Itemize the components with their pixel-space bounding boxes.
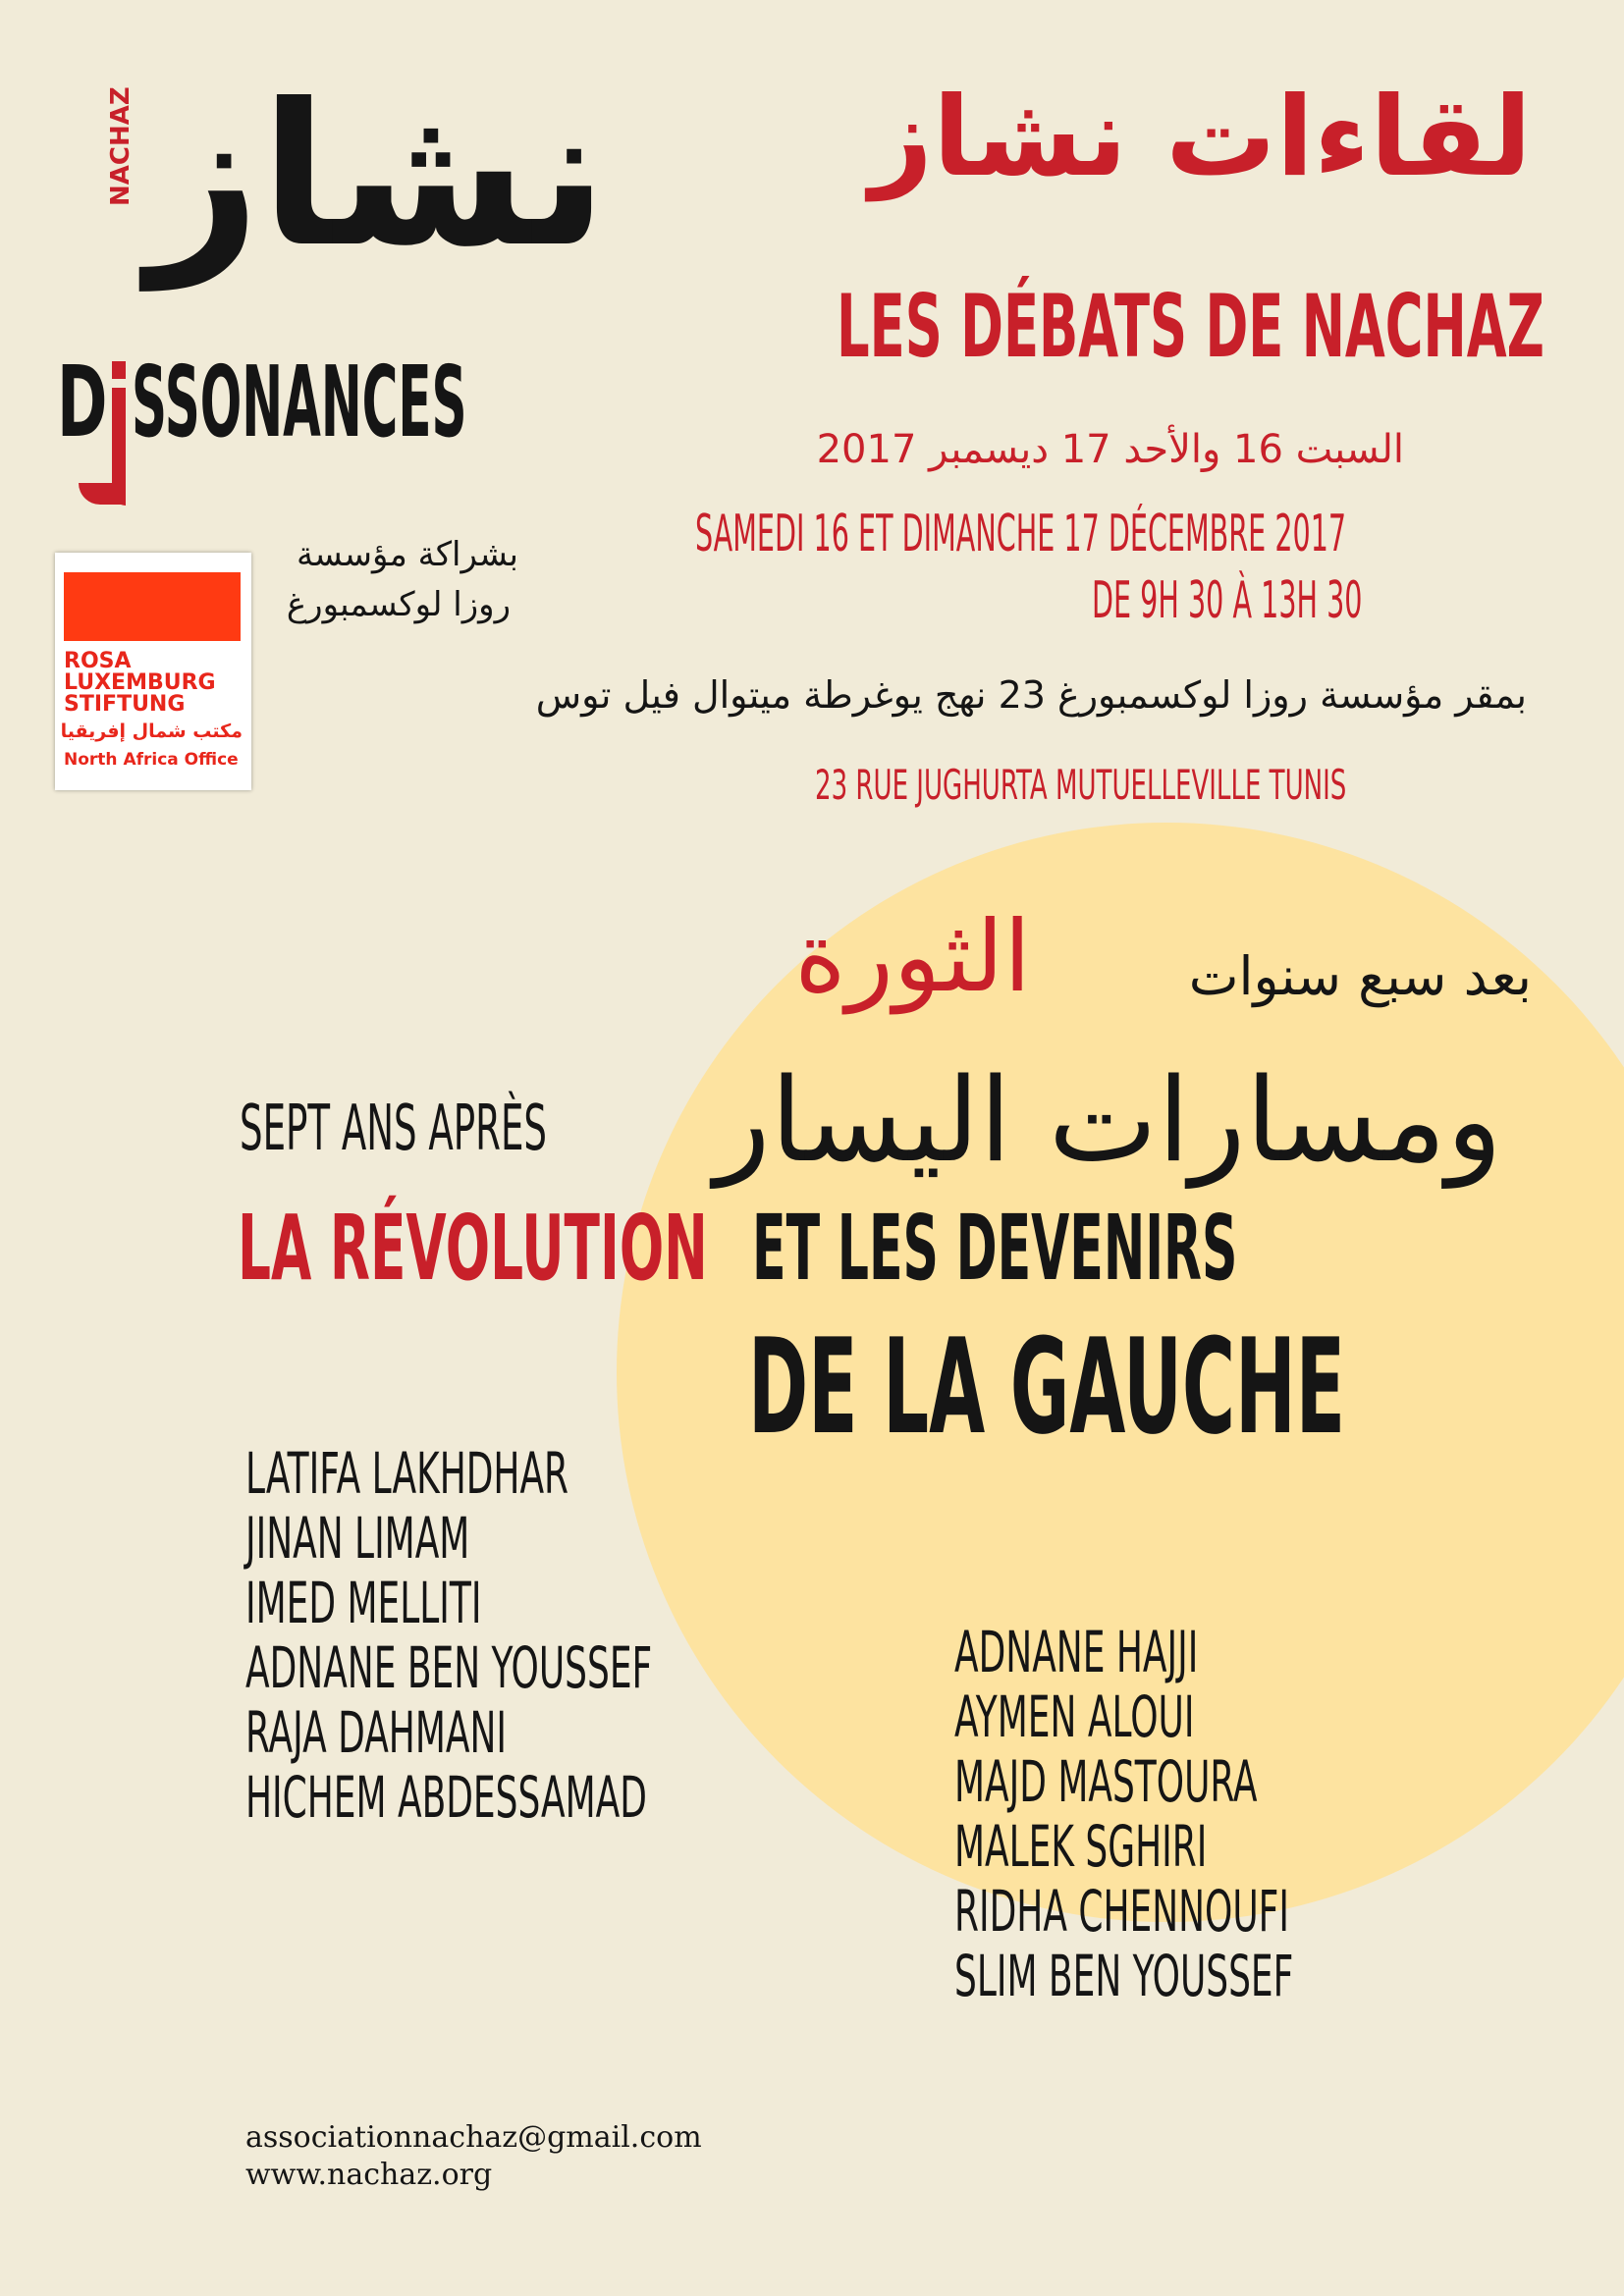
speaker-name: ADNANE BEN YOUSSEF xyxy=(245,1634,653,1701)
speaker-name: LATIFA LAKHDHAR xyxy=(245,1440,569,1507)
speaker-name: ADNANE HAJJI xyxy=(954,1619,1199,1685)
logo-dissonances-d: D xyxy=(57,345,108,459)
speaker-name: AYMEN ALOUI xyxy=(954,1683,1195,1750)
speaker-name: SLIM BEN YOUSSEF xyxy=(954,1943,1294,2009)
theme-arabic-revolution: الثورة xyxy=(794,899,1031,1014)
title-arabic: لقاءات نشاز xyxy=(869,74,1532,201)
contact-website[interactable]: www.nachaz.org xyxy=(245,2158,493,2192)
rosa-red-block xyxy=(64,572,241,641)
logo-nachaz-vertical: NACHAZ xyxy=(106,86,135,206)
theme-french-line1: SEPT ANS APRÈS xyxy=(240,1093,547,1165)
date-arabic: السبت 16 والأحد 17 ديسمبر 2017 xyxy=(816,427,1404,472)
theme-french-line3: DE LA GAUCHE xyxy=(748,1310,1346,1464)
date-french: SAMEDI 16 ET DIMANCHE 17 DÉCEMBRE 2017 xyxy=(695,505,1347,563)
venue-arabic: بمقر مؤسسة روزا لوكسمبورغ 23 نهج يوغرطة ميتوال فيل توس xyxy=(535,673,1527,717)
theme-arabic-line1: بعد سبع سنوات xyxy=(1188,945,1532,1007)
venue-french: 23 RUE JUGHURTA MUTUELLEVILLE TUNIS xyxy=(815,761,1347,809)
rosa-arabic: مكتب شمال إفريقيا xyxy=(60,721,243,742)
partner-text-line2: روزا لوكسمبورغ xyxy=(286,585,511,624)
speakers-left-list xyxy=(245,1441,652,1830)
rosa-text-1: ROSA xyxy=(64,649,132,673)
speaker-name: RAJA DAHMANI xyxy=(245,1699,507,1766)
speaker-name: HICHEM ABDESSAMAD xyxy=(245,1764,647,1831)
logo-j-hook xyxy=(79,483,126,505)
rosa-luxemburg-logo xyxy=(55,553,251,790)
theme-french-line2: ET LES DEVENIRS xyxy=(752,1196,1238,1301)
speakers-right-list xyxy=(954,1620,1293,2008)
contact-email[interactable]: associationnachaz@gmail.com xyxy=(245,2120,702,2155)
rosa-text-3: STIFTUNG xyxy=(64,692,186,717)
speaker-name: JINAN LIMAM xyxy=(245,1505,470,1572)
theme-french-revolution: LA RÉVOLUTION xyxy=(238,1196,708,1301)
speaker-name: RIDHA CHENNOUFI xyxy=(954,1878,1289,1945)
speaker-name: MAJD MASTOURA xyxy=(954,1748,1258,1815)
speaker-name: IMED MELLITI xyxy=(245,1570,482,1636)
theme-arabic-line2: ومسارات اليسار xyxy=(714,1052,1502,1188)
logo-j-mark xyxy=(112,361,126,379)
title-french: LES DÉBATS DE NACHAZ xyxy=(837,276,1544,377)
rosa-office: North Africa Office xyxy=(64,750,239,770)
logo-arabic: نشاز xyxy=(147,62,608,291)
partner-text-line1: بشراكة مؤسسة xyxy=(296,535,518,574)
speaker-name: MALEK SGHIRI xyxy=(954,1813,1208,1880)
rosa-text-2: LUXEMBURG xyxy=(64,670,216,695)
time-french: DE 9H 30 À 13H 30 xyxy=(1092,571,1363,630)
logo-dissonances-text: SSONANCES xyxy=(132,345,467,459)
